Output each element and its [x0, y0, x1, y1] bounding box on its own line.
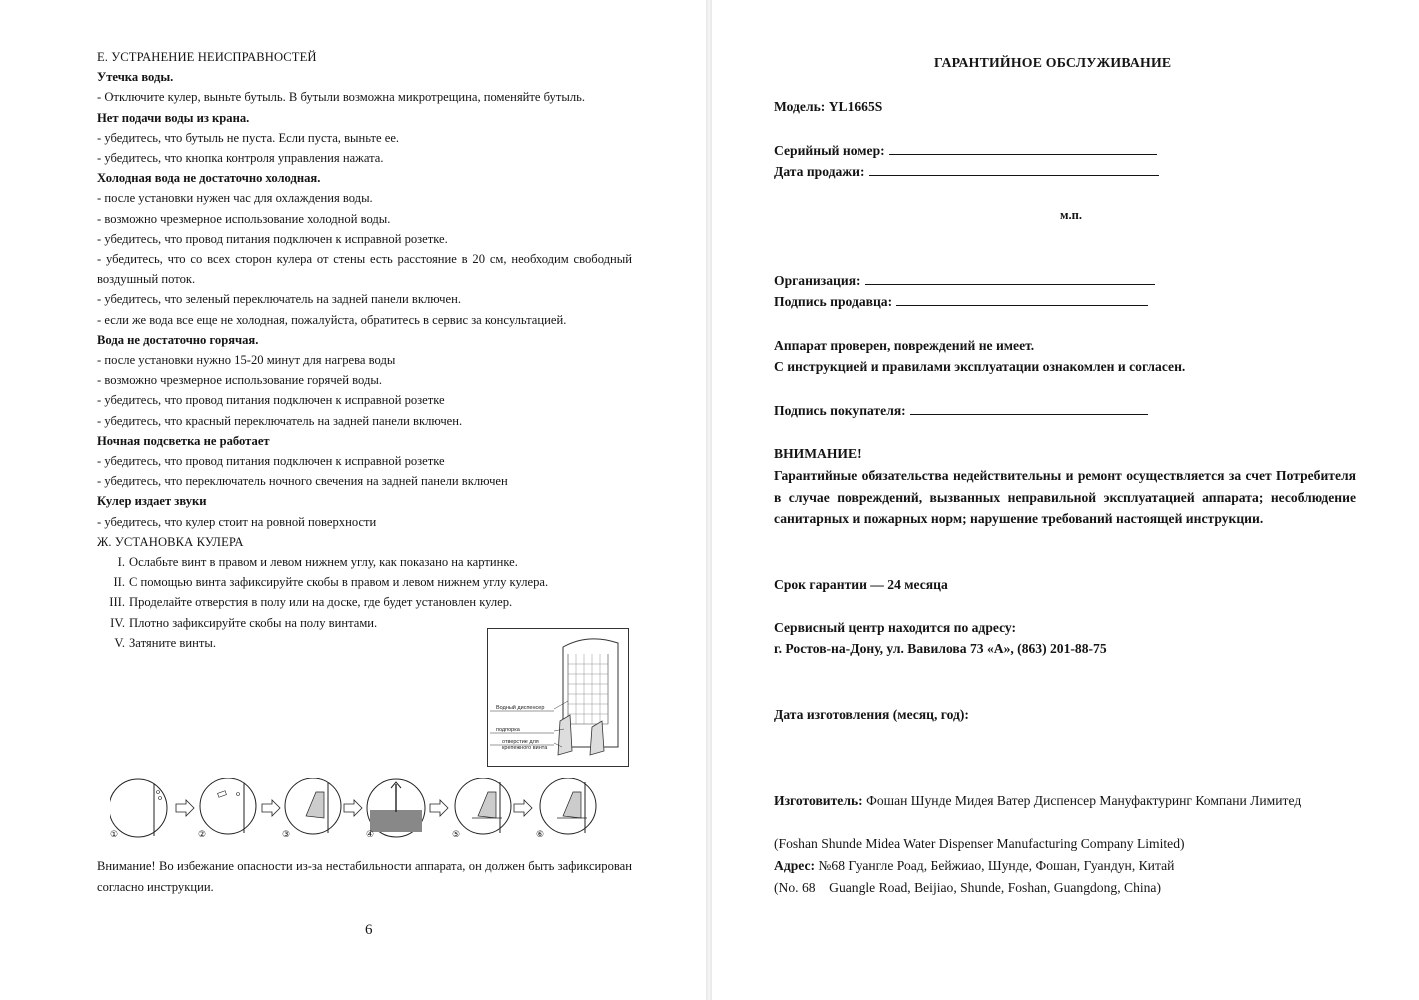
troubleshooting-section: [97, 47, 632, 653]
subheading: Нет подачи воды из крана.: [97, 110, 250, 125]
list-item: - возможно чрезмерное использование горячей воды.: [97, 373, 382, 388]
subheading: Кулер издает звуки: [97, 494, 207, 509]
serial-number-field: Серийный номер:: [774, 140, 1157, 162]
serial-number-line[interactable]: [889, 142, 1157, 155]
list-item: - убедитесь, что провод питания подключен к исправной розетке.: [97, 231, 448, 246]
stamp-mark: м.п.: [1060, 208, 1082, 222]
install-step: IV. Плотно зафиксируйте скобы на полу винтами.: [110, 615, 378, 630]
organization-line[interactable]: [865, 272, 1155, 285]
seller-signature-field: Подпись продавца:: [774, 291, 1148, 313]
manufacturer-name-en: (Foshan Shunde Midea Water Dispenser Manufacturing Company Limited): [774, 836, 1185, 851]
step-sequence-drawing: [110, 778, 610, 848]
list-item: - убедитесь, что переключатель ночного свечения на задней панели включен: [97, 474, 508, 489]
page-number: 6: [365, 922, 373, 938]
install-step: I. Ослабьте винт в правом и левом нижнем углу, как показано на картинке.: [117, 555, 518, 570]
subheading: Ночная подсветка не работает: [97, 433, 270, 448]
list-item: - убедитесь, что со всех сторон кулера от стены есть расстояние в 20 см, необходим свободный воздушный поток.: [97, 252, 632, 287]
list-item: - убедитесь, что провод питания подключен к исправной розетке: [97, 393, 445, 408]
list-item: - убедитесь, что красный переключатель на задней панели включен.: [97, 413, 463, 428]
section-e-title: Е. УСТРАНЕНИЕ НЕИСПРАВНОСТЕЙ: [97, 50, 317, 64]
checked-line-1: Аппарат проверен, повреждений не имеет.: [774, 338, 1035, 353]
seller-signature-line[interactable]: [896, 293, 1148, 306]
subheading: Вода не достаточно горячая.: [97, 332, 259, 347]
list-item: - возможно чрезмерное использование холодной воды.: [97, 211, 391, 226]
sale-date-field: Дата продажи:: [774, 161, 1159, 183]
step-number: ⑤: [452, 830, 461, 840]
manufacture-date-label: Дата изготовления (месяц, год):: [774, 707, 969, 722]
step-number: ①: [110, 830, 119, 840]
section-zh-title: Ж. УСТАНОВКА КУЛЕРА: [97, 534, 244, 549]
list-item: - убедитесь, что кулер стоит на ровной поверхности: [97, 514, 377, 529]
figure-label-dispenser: Водный диспенсер: [496, 705, 545, 711]
figure-label-screw-hole: отверстие для крепежного винта: [502, 739, 548, 751]
organization-field: Организация:: [774, 270, 1155, 292]
list-item: - убедитесь, что кнопка контроля управления нажата.: [97, 151, 384, 166]
left-page: [0, 0, 706, 1000]
subheading: Утечка воды.: [97, 70, 174, 85]
installation-warning: Внимание! Во избежание опасности из-за нестабильности аппарата, он должен быть зафиксирован согласно инструкции.: [97, 859, 632, 894]
installation-figure: [487, 628, 629, 767]
subheading: Холодная вода не достаточно холодная.: [97, 171, 321, 186]
step-number: ⑥: [536, 830, 545, 840]
address-ru: Адрес: №68 Гуангле Роад, Бейжиао, Шунде, Фошан, Гуандун, Китай: [774, 858, 1175, 873]
list-item: - если же вода все еще не холодная, пожалуйста, обратитесь в сервис за консультацией.: [97, 312, 567, 327]
list-item: - убедитесь, что бутыль не пуста. Если пуста, выньте ее.: [97, 130, 400, 145]
list-item: - Отключите кулер, выньте бутыль. В бутыли возможна микротрещина, поменяйте бутыль.: [97, 90, 585, 105]
step-number: ③: [282, 830, 291, 840]
manufacturer-name: Фошан Шунде Мидея Ватер Диспенсер Мануфактуринг Компани Лимитед: [866, 793, 1302, 808]
address-en: (No. 68 Guangle Road, Beijiao, Shunde, Foshan, Guangdong, China): [774, 880, 1161, 895]
attention-text: Гарантийные обязательства недействительны и ремонт осуществляется за счет Потребителя в случае повреждений, вызванных неправильной эксплуатацией аппарата; несоблюдение санитарных и пожарных норм; нарушение требований настоящей инструкции.: [774, 468, 1356, 526]
right-page: [712, 0, 1419, 1000]
list-item: - убедитесь, что зеленый переключатель на задней панели включен.: [97, 292, 461, 307]
install-step: II. С помощью винта зафиксируйте скобы в правом и левом нижнем углу кулера.: [113, 575, 549, 590]
service-center-title: Сервисный центр находится по адресу:: [774, 620, 1017, 635]
manufacturer-info: [774, 790, 1356, 812]
buyer-signature-field: Подпись покупателя:: [774, 400, 1148, 422]
install-step: V. Затяните винты.: [114, 635, 216, 650]
manufacturer-label: Изготовитель:: [774, 793, 863, 808]
attention-title: ВНИМАНИЕ!: [774, 446, 862, 461]
list-item: - убедитесь, что провод питания подключен к исправной розетке: [97, 454, 445, 469]
warranty-period: Срок гарантии — 24 месяца: [774, 577, 948, 592]
sale-date-line[interactable]: [869, 163, 1159, 176]
step-number: ②: [198, 830, 207, 840]
model-label: Модель: YL1665S: [774, 99, 883, 114]
service-center-address: г. Ростов-на-Дону, ул. Вавилова 73 «А», (863) 201-88-75: [774, 641, 1107, 656]
step-sequence: [110, 778, 610, 848]
install-step: III. Проделайте отверстия в полу или на доске, где будет установлен кулер.: [109, 595, 513, 610]
buyer-signature-line[interactable]: [910, 402, 1148, 415]
list-item: - после установки нужно 15-20 минут для нагрева воды: [97, 353, 396, 368]
checked-line-2: С инструкцией и правилами эксплуатации ознакомлен и согласен.: [774, 359, 1186, 374]
address-label: Адрес:: [774, 858, 816, 873]
warranty-title: ГАРАНТИЙНОЕ ОБСЛУЖИВАНИЕ: [934, 55, 1172, 70]
figure-label-support: подпорка: [496, 727, 520, 733]
list-item: - после установки нужен час для охлаждения воды.: [97, 191, 373, 206]
step-number: ④: [366, 830, 375, 840]
